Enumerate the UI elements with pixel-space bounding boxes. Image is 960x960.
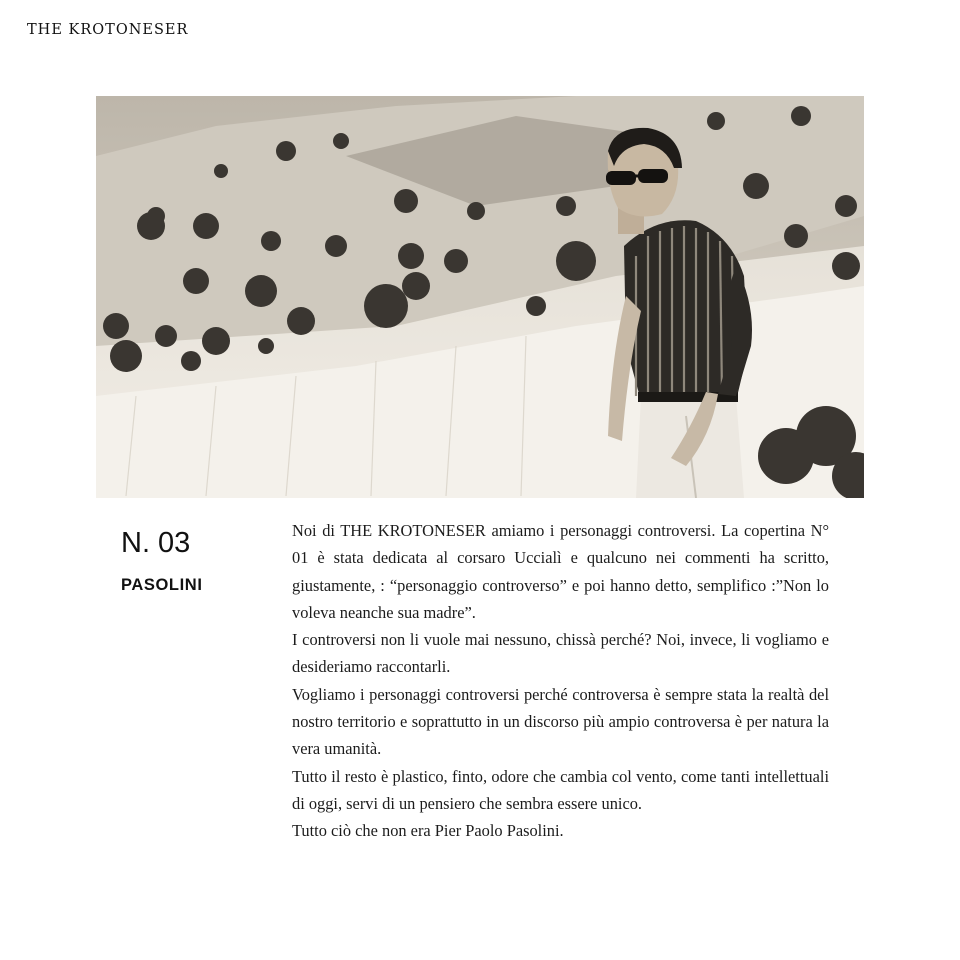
brand-logo: THE KROTONESER <box>27 22 189 38</box>
issue-number: N. 03 <box>121 527 191 559</box>
article-paragraph: Vogliamo i personaggi controversi perché controversa è sempre stata la realtà del nostro territorio e soprattutto in un discorso più ampio controversa è per natura la vera umanità. <box>292 684 829 759</box>
subject-name: PASOLINI <box>121 576 203 594</box>
article-body <box>292 517 829 845</box>
article-paragraph: Tutto il resto è plastico, finto, odore che cambia col vento, come tanti intellettuali di oggi, servi di un pensiero che sembra essere unico. <box>292 766 829 813</box>
article-paragraph: Noi di THE KROTONESER amiamo i personaggi controversi. La copertina N° 01 è stata dedicata al corsaro Uccialì e qualcuno nei commenti ha scritto, giustamente, : “personaggio controverso” e poi hanno detto, semplifico :”Non lo voleva neanche sua madre”. <box>292 521 829 622</box>
article-paragraph: I controversi non li vuole mai nessuno, chissà perché? Noi, invece, li vogliamo e desideriamo raccontarli. <box>292 630 829 677</box>
photo-illustration <box>96 96 864 498</box>
article-paragraph: Tutto ciò che non era Pier Paolo Pasolini. <box>292 821 564 841</box>
cover-photo <box>96 96 864 498</box>
